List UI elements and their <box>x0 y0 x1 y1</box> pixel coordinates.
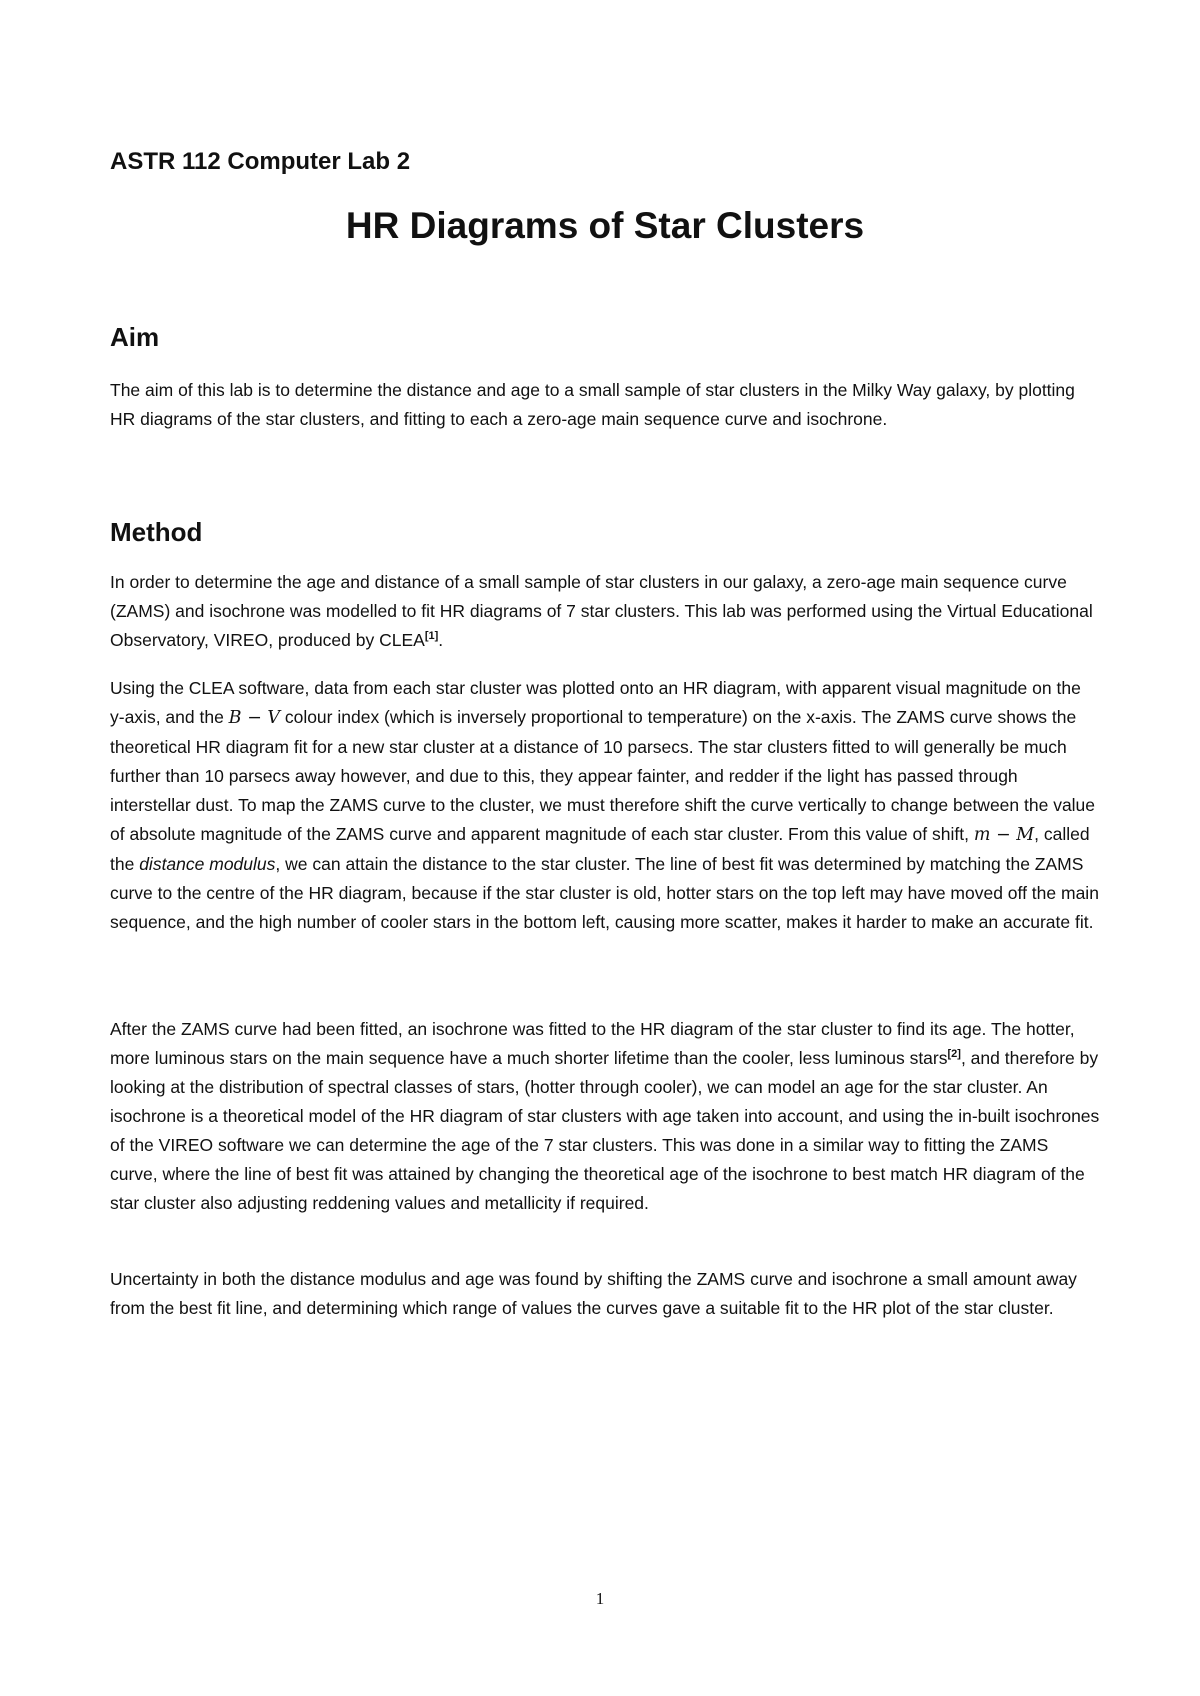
method-p2-text-2: colour index (which is inversely proportional to temperature) on the x-axis. The ZAMS curve shows the theoretical HR diagram fit for a new star cluster at a distance of 10 parsecs. The star clusters fitted to will generally be much further than 10 parsecs away however, and due to this, they appear fainter, and redder if the light has passed through interstellar dust. To map the ZAMS curve to the cluster, we must therefore shift the curve vertically to change between the value of absolute magnitude of the ZAMS curve and apparent magnitude of each star cluster. From this value of shift, <box>110 707 1096 844</box>
method-paragraph-2 <box>110 674 1100 937</box>
distance-modulus-term: distance modulus <box>139 854 276 874</box>
method-p3-text: After the ZAMS curve had been fitted, an isochrone was fitted to the HR diagram of the star cluster to find its age. The hotter, more luminous stars on the main sequence have a much shorter lifetime than the cooler, less luminous stars <box>110 1019 1075 1068</box>
method-p1-text: In order to determine the age and distance of a small sample of star clusters in our galaxy, a zero-age main sequence curve (ZAMS) and isochrone was modelled to fit HR diagrams of 7 star clusters. This lab was performed using the Virtual Educational Observatory, VIREO, produced by CLEA <box>110 572 1093 650</box>
b-minus-v-formula: B − V <box>228 708 280 728</box>
method-p1-end: . <box>438 630 444 650</box>
method-heading: Method <box>110 517 203 547</box>
method-paragraph-4: Uncertainty in both the distance modulus and age was found by shifting the ZAMS curve and isochrone a small amount away from the best fit line, and determining which range of values the curves gave a suitable fit to the HR plot of the star cluster. <box>110 1269 1077 1318</box>
method-paragraph-1 <box>110 568 1100 655</box>
citation-1: [1] <box>424 630 439 643</box>
citation-2: [2] <box>947 1048 961 1061</box>
m-minus-m-formula: m − M <box>973 825 1035 845</box>
method-paragraph-3 <box>110 1015 1100 1218</box>
aim-paragraph: The aim of this lab is to determine the distance and age to a small sample of star clusters in the Milky Way galaxy, by plotting HR diagrams of the star clusters, and fitting to each a zero-age main sequence curve and isochrone. <box>110 380 1075 429</box>
method-p2-text-1: Using the CLEA software, data from each star cluster was plotted onto an HR diagram, with apparent visual magnitude on the y-axis, and the <box>110 678 1081 727</box>
page-number: 1 <box>595 1589 605 1608</box>
method-p2-text-3: , called the <box>110 824 1090 874</box>
aim-heading: Aim <box>110 322 160 352</box>
method-p2-text-4: , we can attain the distance to the star cluster. The line of best fit was determined by matching the ZAMS curve to the centre of the HR diagram, because if the star cluster is old, hotter stars on the top left may have moved off the main sequence, and the high number of cooler stars in the bottom left, causing more scatter, makes it harder to make an accurate fit. <box>110 854 1099 932</box>
course-title: ASTR 112 Computer Lab 2 <box>110 148 411 175</box>
method-p3-end: , and therefore by looking at the distribution of spectral classes of stars, (hotter through cooler), we can model an age for the star cluster. An isochrone is a theoretical model of the HR diagram of star clusters with age taken into account, and using the in-built isochrones of the VIREO software we can determine the age of the 7 star clusters. This was done in a similar way to fitting the ZAMS curve, where the line of best fit was attained by changing the theoretical age of the isochrone to best match HR diagram of the star cluster also adjusting reddening values and metallicity if required. <box>110 1048 1100 1213</box>
document-title: HR Diagrams of Star Clusters <box>345 205 865 246</box>
